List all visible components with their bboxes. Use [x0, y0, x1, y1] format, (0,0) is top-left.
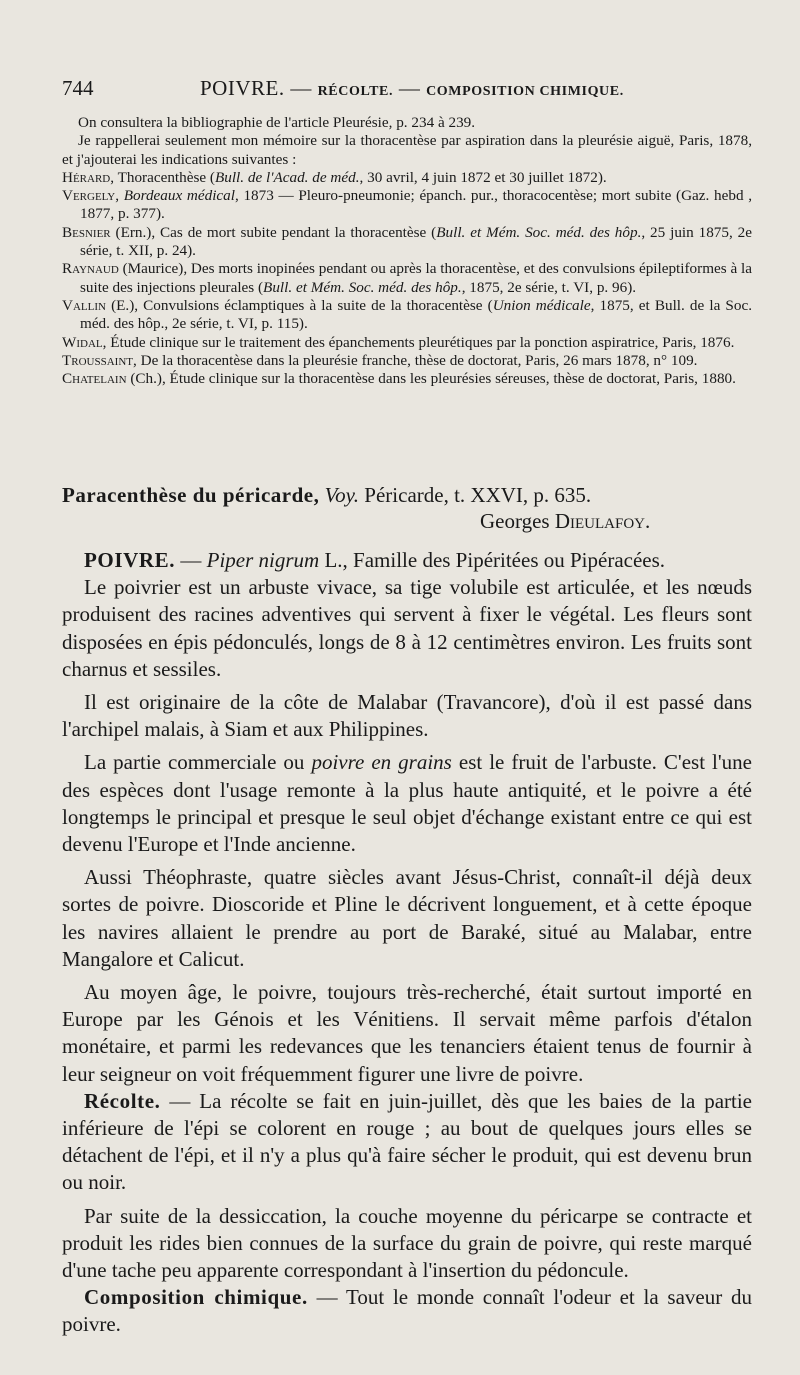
- header-title-main: POIVRE.: [200, 76, 285, 100]
- recolte-heading: Récolte.: [84, 1088, 161, 1113]
- header-title-sub2: COMPOSITION CHIMIQUE.: [426, 84, 624, 99]
- bibliography-entry: Vergely, Bordeaux médical, 1873 — Pleuro-pneumonie; épanch. pur., thoracocentèse; mort subite (Gaz. hebd , 1877, p. 377).: [62, 187, 753, 223]
- bibliography-entry: Besnier (Ern.), Cas de mort subite pendant la thoracentèse (Bull. et Mém. Soc. méd. des hôp., 25 juin 1875, 2e série, t. XII, p. 24).: [62, 223, 752, 260]
- header-title-sub1: RÉCOLTE.: [317, 84, 394, 99]
- bibliography-entry: Chatelain (Ch.), Étude clinique sur la thoracentèse dans les pleurésies séreuses, thèse de doctorat, Paris, 1880.: [62, 370, 736, 388]
- paragraph: Au moyen âge, le poivre, toujours très-recherché, était surtout importé en Europe par les Génois et les Vénitiens. Il servait même parfois d'étalon monétaire, et parmi les redevances que les tenanciers étaient tenus de fournir à leur seigneur on voit fréquemment figurer une livre de poivre.: [62, 980, 752, 1086]
- recolte-section: Récolte. — La récolte se fait en juin-juillet, dès que les baies de la partie inférieure de l'épi se colorent en rouge ; au bout de quelques jours elles se détachent de l'épi, et il n'y a plus qu'à faire sécher le produit, qui est devenu brun ou noir.: [62, 1088, 753, 1195]
- latin-name: Piper nigrum: [206, 548, 320, 572]
- author-signature: Georges Dieulafoy.: [480, 509, 651, 533]
- paragraph: Aussi Théophraste, quatre siècles avant Jésus-Christ, connaît-il déjà deux sortes de poivre. Dioscoride et Pline le décrivent longuement, et à cette époque les navires allaient le prendre au port de Baraké, situé au Malabar, entre Mangalore et Calicut.: [62, 865, 752, 971]
- bibliography-entry: Widal, Étude clinique sur le traitement des épanchements pleurétiques par la ponction aspiratrice, Paris, 1876.: [62, 333, 735, 351]
- bibliography-section: [62, 114, 752, 388]
- composition-section: Composition chimique. — Tout le monde connaît l'odeur et la saveur du poivre.: [62, 1285, 752, 1337]
- composition-heading: Composition chimique.: [84, 1285, 308, 1310]
- bibliography-entry: Vallin (E.), Convulsions éclamptiques à la suite de la thoracentèse (Union médicale, 1875, et Bull. de la Soc. méd. des hôp., 2e série, t. VI, p. 115).: [62, 296, 752, 333]
- voy-label: Voy.: [324, 483, 360, 507]
- article-heading: POIVRE. — Piper nigrum L., Famille des Pipéritées ou Pipéracées.: [84, 548, 666, 572]
- bibliography-intro-2: Je rappellerai seulement mon mémoire sur la thoracentèse par aspiration dans la pleurésie aiguë, Paris, 1878, et j'ajouterai les indications suivantes :: [62, 132, 752, 168]
- paragraph: Le poivrier est un arbuste vivace, sa tige volubile est articulée, et les nœuds produisent des racines adventives qui servent à fixer le végétal. Les fleurs sont disposées en épis pédonculés, longs de 8 à 12 centimètres environ. Les fruits sont charnus et sessiles.: [62, 575, 752, 681]
- bibliography-intro-1: On consultera la bibliographie de l'article Pleurésie, p. 234 à 239.: [78, 114, 476, 131]
- running-header: [62, 76, 752, 106]
- paragraph: Il est originaire de la côte de Malabar (Travancore), d'où il est passé dans l'archipel malais, à Siam et aux Philippines.: [62, 690, 752, 742]
- article-poivre: [62, 547, 752, 1339]
- article-title: POIVRE.: [84, 548, 176, 572]
- paracenthese-title: Paracenthèse du péricarde,: [62, 483, 320, 507]
- bibliography-entry: Hérard, Thoracenthèse (Bull. de l'Acad. de méd., 30 avril, 4 juin 1872 et 30 juillet 1872).: [62, 168, 607, 186]
- paragraph: La partie commerciale ou poivre en grains est le fruit de l'arbuste. C'est l'une des espèces dont l'usage remonte à la plus haute antiquité, et le poivre a été longtemps le principal et presque le seul objet d'échange existant entre ce qui est devenu l'Europe et l'Inde ancienne.: [62, 750, 752, 857]
- paracenthese-crossref: [62, 482, 752, 509]
- bibliography-entry: Troussaint, De la thoracentèse dans la pleurésie franche, thèse de doctorat, Paris, 26 mars 1878, n° 109.: [62, 351, 698, 369]
- header-title: POIVRE. — RÉCOLTE. — COMPOSITION CHIMIQUE.: [200, 76, 624, 100]
- paragraph: Par suite de la dessiccation, la couche moyenne du péricarpe se contracte et produit les rides bien connues de la surface du grain de poivre, qui reste marqué d'une tache peu apparente correspondant à l'insertion du pédoncule.: [62, 1203, 752, 1283]
- page-number: 744: [62, 76, 94, 100]
- crossref-target: Péricarde, t. XXVI, p. 635.: [364, 483, 592, 507]
- bibliography-entry: Raynaud (Maurice), Des morts inopinées pendant ou après la thoracentèse, et des convulsions épileptiformes à la suite des injections pleurales (Bull. et Mém. Soc. méd. des hôp., 1875, 2e série, t. VI, p. 96).: [62, 260, 752, 296]
